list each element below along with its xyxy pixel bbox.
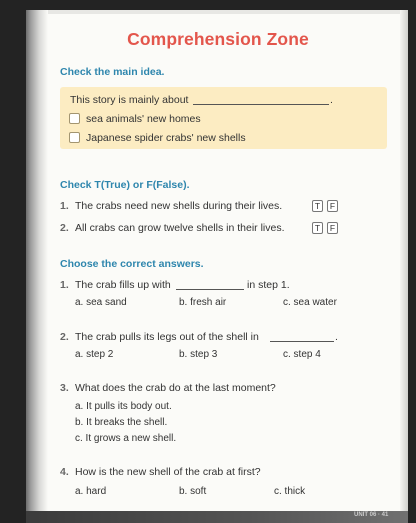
tf-2-statement: All crabs can grow twelve shells in their lives. [75,222,285,234]
q3-number: 3. [60,382,69,394]
tf-2-true-box[interactable]: T [312,222,323,234]
choose-heading: Choose the correct answers. [60,258,204,270]
tf-1-statement: The crabs need new shells during their lives. [75,200,283,212]
main-idea-blank[interactable] [193,104,329,105]
page-binding-shadow [26,10,48,521]
page-right-edge [400,10,408,521]
q4-text: How is the new shell of the crab at first? [75,466,261,478]
tf-1-false-box[interactable]: F [327,200,338,212]
q3-text: What does the crab do at the last moment? [75,382,276,394]
option-1-label: sea animals' new homes [86,113,201,125]
page-top-edge [26,10,408,14]
main-idea-period: . [330,94,333,106]
q2-answer-b[interactable]: b. step 3 [179,349,218,360]
tf-2-number: 2. [60,222,69,234]
tf-1-true-box[interactable]: T [312,200,323,212]
q2-number: 2. [60,331,69,343]
q4-answer-b[interactable]: b. soft [179,486,207,497]
q2-blank[interactable] [270,341,334,342]
q1-answer-a[interactable]: a. sea sand [75,297,127,308]
q4-answer-c[interactable]: c. thick [274,486,306,497]
q1-answer-c[interactable]: c. sea water [283,297,337,308]
option-2-checkbox[interactable] [69,132,80,143]
q1-answer-b[interactable]: b. fresh air [179,297,227,308]
option-1-checkbox[interactable] [69,113,80,124]
page-number: UNIT 06 · 41 [354,512,389,518]
q1-blank[interactable] [176,289,244,290]
page-bottom-edge [26,511,408,523]
q1-text-before: The crab fills up with [75,279,171,291]
q3-answer-a[interactable]: a. It pulls its body out. [75,401,172,412]
option-2-label: Japanese spider crabs' new shells [86,132,246,144]
page-title: Comprehension Zone [127,29,309,49]
main-idea-prompt: This story is mainly about [70,94,189,106]
q4-number: 4. [60,466,69,478]
q1-number: 1. [60,279,69,291]
q2-period: . [335,331,338,343]
q2-text: The crab pulls its legs out of the shell in [75,331,259,343]
q4-answer-a[interactable]: a. hard [75,486,107,497]
tf-1-number: 1. [60,200,69,212]
q2-answer-a[interactable]: a. step 2 [75,349,114,360]
true-false-heading: Check T(True) or F(False). [60,179,190,191]
q3-answer-c[interactable]: c. It grows a new shell. [75,433,177,444]
q1-text-after: in step 1. [247,279,290,291]
tf-2-false-box[interactable]: F [327,222,338,234]
q2-answer-c[interactable]: c. step 4 [283,349,321,360]
main-idea-heading: Check the main idea. [60,66,165,78]
q3-answer-b[interactable]: b. It breaks the shell. [75,417,168,428]
